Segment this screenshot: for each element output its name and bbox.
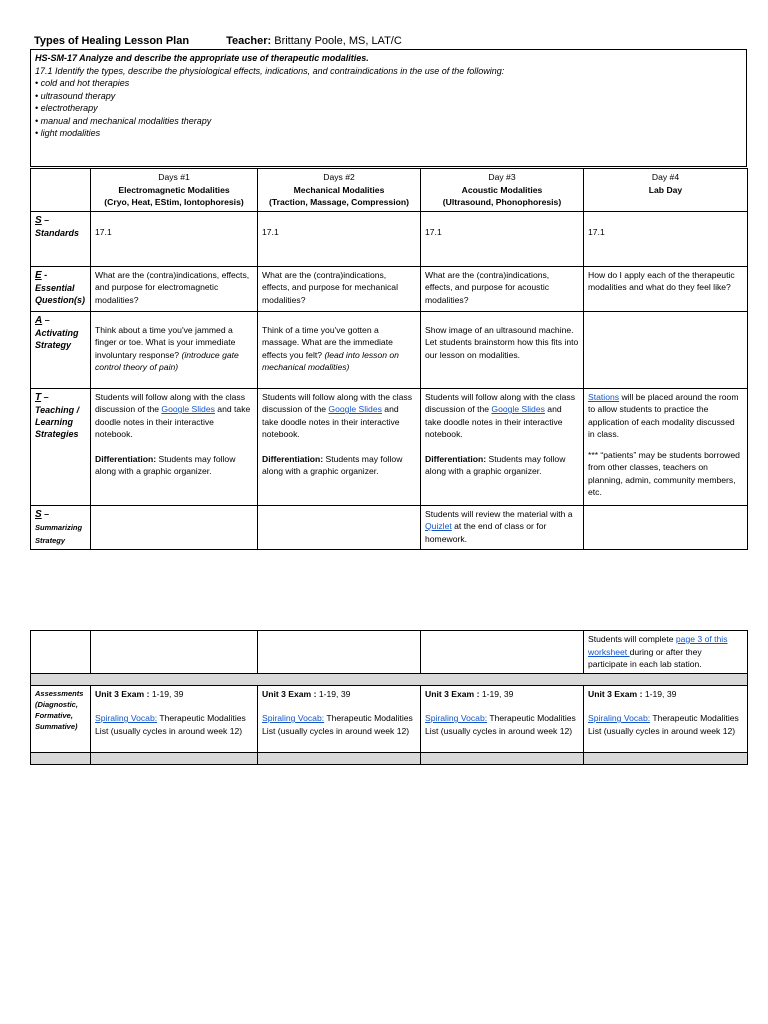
exam-label: Unit 3 Exam :	[425, 688, 480, 699]
objective-text: 17.1 Identify the types, describe the physiological effects, indications, and contraindications in the use of the following:	[35, 65, 505, 76]
standards-cell: 17.1	[91, 211, 258, 266]
google-slides-link[interactable]: Google Slides	[328, 404, 382, 414]
corner-cell	[31, 169, 91, 212]
summarizing-text: at the end of class or for homework.	[425, 521, 547, 544]
row-dash: –	[41, 214, 50, 225]
vocab-text: Therapeutic Modalities List (usually cycles in around week 12)	[425, 713, 576, 736]
grey-spacer	[421, 752, 584, 764]
exam-value: 1-19, 39	[149, 688, 184, 699]
teaching-text: will be placed around the room to allow students to practice the application of each modality discussed in class.	[588, 391, 739, 439]
day-title: Electromagnetic Modalities	[118, 184, 230, 195]
day-title: Mechanical Modalities	[293, 184, 385, 195]
standards-intro-box	[30, 49, 747, 167]
teaching-cell	[258, 388, 421, 505]
essential-question-cell: What are the (contra)indications, effects, and purpose for acoustic modalities?	[421, 266, 584, 311]
activating-strategy-row	[31, 311, 748, 388]
activating-cell	[584, 311, 748, 388]
day-subtitle: (Cryo, Heat, EStim, Iontophoresis)	[104, 197, 244, 207]
summarizing-cell	[421, 505, 584, 549]
teaching-text: and take doodle notes in their interactive notebook.	[425, 404, 563, 439]
grey-spacer	[91, 752, 258, 764]
lesson-plan-table	[30, 168, 748, 550]
spiraling-vocab-link[interactable]: Spiraling Vocab:	[425, 713, 488, 723]
standards-cell: 17.1	[421, 211, 584, 266]
teacher-name: Brittany Poole, MS, LAT/C	[274, 35, 402, 47]
activating-cell: Show image of an ultrasound machine. Let students brainstorm how this fits into our lesson on modalities.	[421, 311, 584, 388]
day-title: Lab Day	[648, 184, 683, 195]
standards-cell: 17.1	[258, 211, 421, 266]
teaching-text: Students will follow along with the class discussion of the	[95, 391, 245, 414]
bullet-item: • ultrasound therapy	[35, 90, 116, 101]
essential-question-cell: How do I apply each of the therapeutic modalities and what do they feel like?	[584, 266, 748, 311]
row-letter: A	[35, 314, 43, 326]
lab-text: Students will complete	[588, 634, 676, 644]
spiraling-vocab-link[interactable]: Spiraling Vocab:	[95, 713, 158, 723]
day-header	[421, 169, 584, 212]
day-number: Day #3	[488, 172, 516, 182]
exam-label: Unit 3 Exam :	[262, 688, 317, 699]
google-slides-link[interactable]: Google Slides	[161, 404, 215, 414]
summarizing-cell	[91, 505, 258, 549]
exam-value: 1-19, 39	[316, 688, 351, 699]
empty-cell	[91, 631, 258, 674]
exam-label: Unit 3 Exam :	[95, 688, 150, 699]
day-number: Day #4	[651, 172, 680, 182]
teaching-text: and take doodle notes in their interactive notebook.	[262, 404, 400, 439]
assessment-cell	[421, 685, 584, 752]
row-letter: S	[35, 214, 42, 226]
row-letter: E	[35, 269, 42, 281]
row-dash: –	[41, 508, 50, 519]
bullet-item: • cold and hot therapies	[35, 78, 130, 88]
spacer-row	[31, 752, 748, 764]
teaching-cell	[584, 388, 748, 505]
activating-cell	[258, 311, 421, 388]
bullet-item: • light modalities	[35, 128, 101, 138]
standard-heading: HS-SM-17 Analyze and describe the appropriate use of therapeutic modalities.	[35, 53, 369, 63]
bullet-item: • electrotherapy	[35, 103, 98, 113]
day-header-row	[31, 169, 748, 212]
vocab-text: Therapeutic Modalities List (usually cycles in around week 12)	[95, 713, 246, 736]
row-label	[31, 388, 91, 505]
differentiation-label: Differentiation:	[262, 453, 324, 464]
lesson-title: Types of Healing Lesson Plan	[34, 35, 190, 47]
row-label-text: Essential Question(s)	[35, 282, 86, 305]
lab-text: during or after they participate in each lab station.	[588, 646, 702, 669]
row-label	[31, 266, 91, 311]
day-header	[258, 169, 421, 212]
row-label	[31, 311, 91, 388]
day-subtitle: (Traction, Massage, Compression)	[269, 197, 409, 207]
stations-link[interactable]: Stations	[588, 391, 620, 402]
day-number: Days #2	[323, 172, 355, 182]
exam-value: 1-19, 39	[642, 688, 677, 699]
document-header	[34, 35, 402, 47]
activating-text: Think about a time you've jammed a finger or toe. What is your immediate involuntary response?	[95, 324, 236, 360]
teaching-text: and take doodle notes in their interactive notebook.	[95, 404, 251, 439]
differentiation-text: Students may follow along with a graphic organizer.	[95, 453, 236, 476]
row-label-text: Activating Strategy	[35, 327, 79, 350]
vocab-text: Therapeutic Modalities List (usually cycles in around week 12)	[262, 713, 413, 736]
teaching-cell	[421, 388, 584, 505]
day-title: Acoustic Modalities	[461, 184, 543, 195]
lab-row	[31, 631, 748, 674]
standards-row	[31, 211, 748, 266]
teacher-label: Teacher:	[226, 35, 272, 47]
bullet-item: • manual and mechanical modalities therapy	[35, 115, 212, 126]
essential-question-cell: What are the (contra)indications, effects, and purpose for mechanical modalities?	[258, 266, 421, 311]
empty-cell	[258, 631, 421, 674]
activating-text: Think of a time you've gotten a massage. What are the immediate effects you felt?	[262, 324, 393, 360]
activating-cell	[91, 311, 258, 388]
day-number: Days #1	[158, 172, 190, 182]
empty-cell	[421, 631, 584, 674]
assessments-label: Assessments (Diagnostic, Formative, Summative)	[31, 685, 91, 752]
summarizing-text: Students will review the material with a	[425, 508, 573, 519]
exam-value: 1-19, 39	[479, 688, 514, 699]
spiraling-vocab-link[interactable]: Spiraling Vocab:	[262, 713, 325, 723]
row-label-text: Teaching / Learning Strategies	[35, 404, 80, 439]
assessments-row	[31, 685, 748, 752]
row-dash: –	[41, 391, 49, 402]
exam-label: Unit 3 Exam :	[588, 688, 643, 699]
row-label	[31, 505, 91, 549]
grey-spacer	[31, 752, 91, 764]
assessment-cell	[584, 685, 748, 752]
summarizing-cell	[258, 505, 421, 549]
assessment-cell	[258, 685, 421, 752]
essential-question-row	[31, 266, 748, 311]
teaching-text: Students will follow along with the class discussion of the	[262, 391, 412, 414]
row-label-text: Standards	[35, 227, 80, 238]
row-dash: -	[41, 269, 48, 280]
summarizing-strategy-row	[31, 505, 748, 549]
differentiation-label: Differentiation:	[425, 453, 487, 464]
differentiation-text: Students may follow along with a graphic organizer.	[262, 453, 403, 476]
row-dash: –	[42, 314, 50, 325]
teaching-cell	[91, 388, 258, 505]
activating-note: (introduce gate control theory of pain)	[95, 349, 239, 372]
row-letter: S	[35, 508, 42, 520]
day-subtitle: (Ultrasound, Phonophoresis)	[442, 197, 562, 207]
assessment-cell	[91, 685, 258, 752]
assessment-table	[30, 630, 748, 765]
empty-cell	[31, 631, 91, 674]
differentiation-label: Differentiation:	[95, 453, 157, 464]
standards-cell: 17.1	[584, 211, 748, 266]
grey-spacer	[584, 752, 748, 764]
row-label	[31, 211, 91, 266]
day-header	[584, 169, 748, 212]
essential-question-cell: What are the (contra)indications, effects, and purpose for electromagnetic modalities?	[91, 266, 258, 311]
differentiation-text: Students may follow along with a graphic organizer.	[425, 453, 566, 476]
grey-spacer	[31, 673, 748, 685]
row-letter: T	[35, 391, 42, 403]
day-header	[91, 169, 258, 212]
spacer-row	[31, 673, 748, 685]
row-label-text: Summarizing Strategy	[35, 522, 83, 545]
teaching-text: Students will follow along with the class discussion of the	[425, 391, 575, 414]
summarizing-cell	[584, 505, 748, 549]
activating-note: (lead into lesson on mechanical modalities)	[262, 349, 399, 372]
worksheet-link[interactable]: page 3 of this worksheet	[588, 634, 728, 657]
teaching-strategies-row	[31, 388, 748, 505]
google-slides-link[interactable]: Google Slides	[491, 404, 545, 414]
quizlet-link[interactable]: Quizlet	[425, 521, 452, 531]
grey-spacer	[258, 752, 421, 764]
lab-cell	[584, 631, 748, 674]
patients-note: *** “patients” may be students borrowed from other classes, teachers on planning, admin, community members, etc.	[588, 449, 740, 497]
spiraling-vocab-link[interactable]: Spiraling Vocab:	[588, 713, 651, 723]
vocab-text: Therapeutic Modalities List (usually cycles in around week 12)	[588, 713, 739, 736]
